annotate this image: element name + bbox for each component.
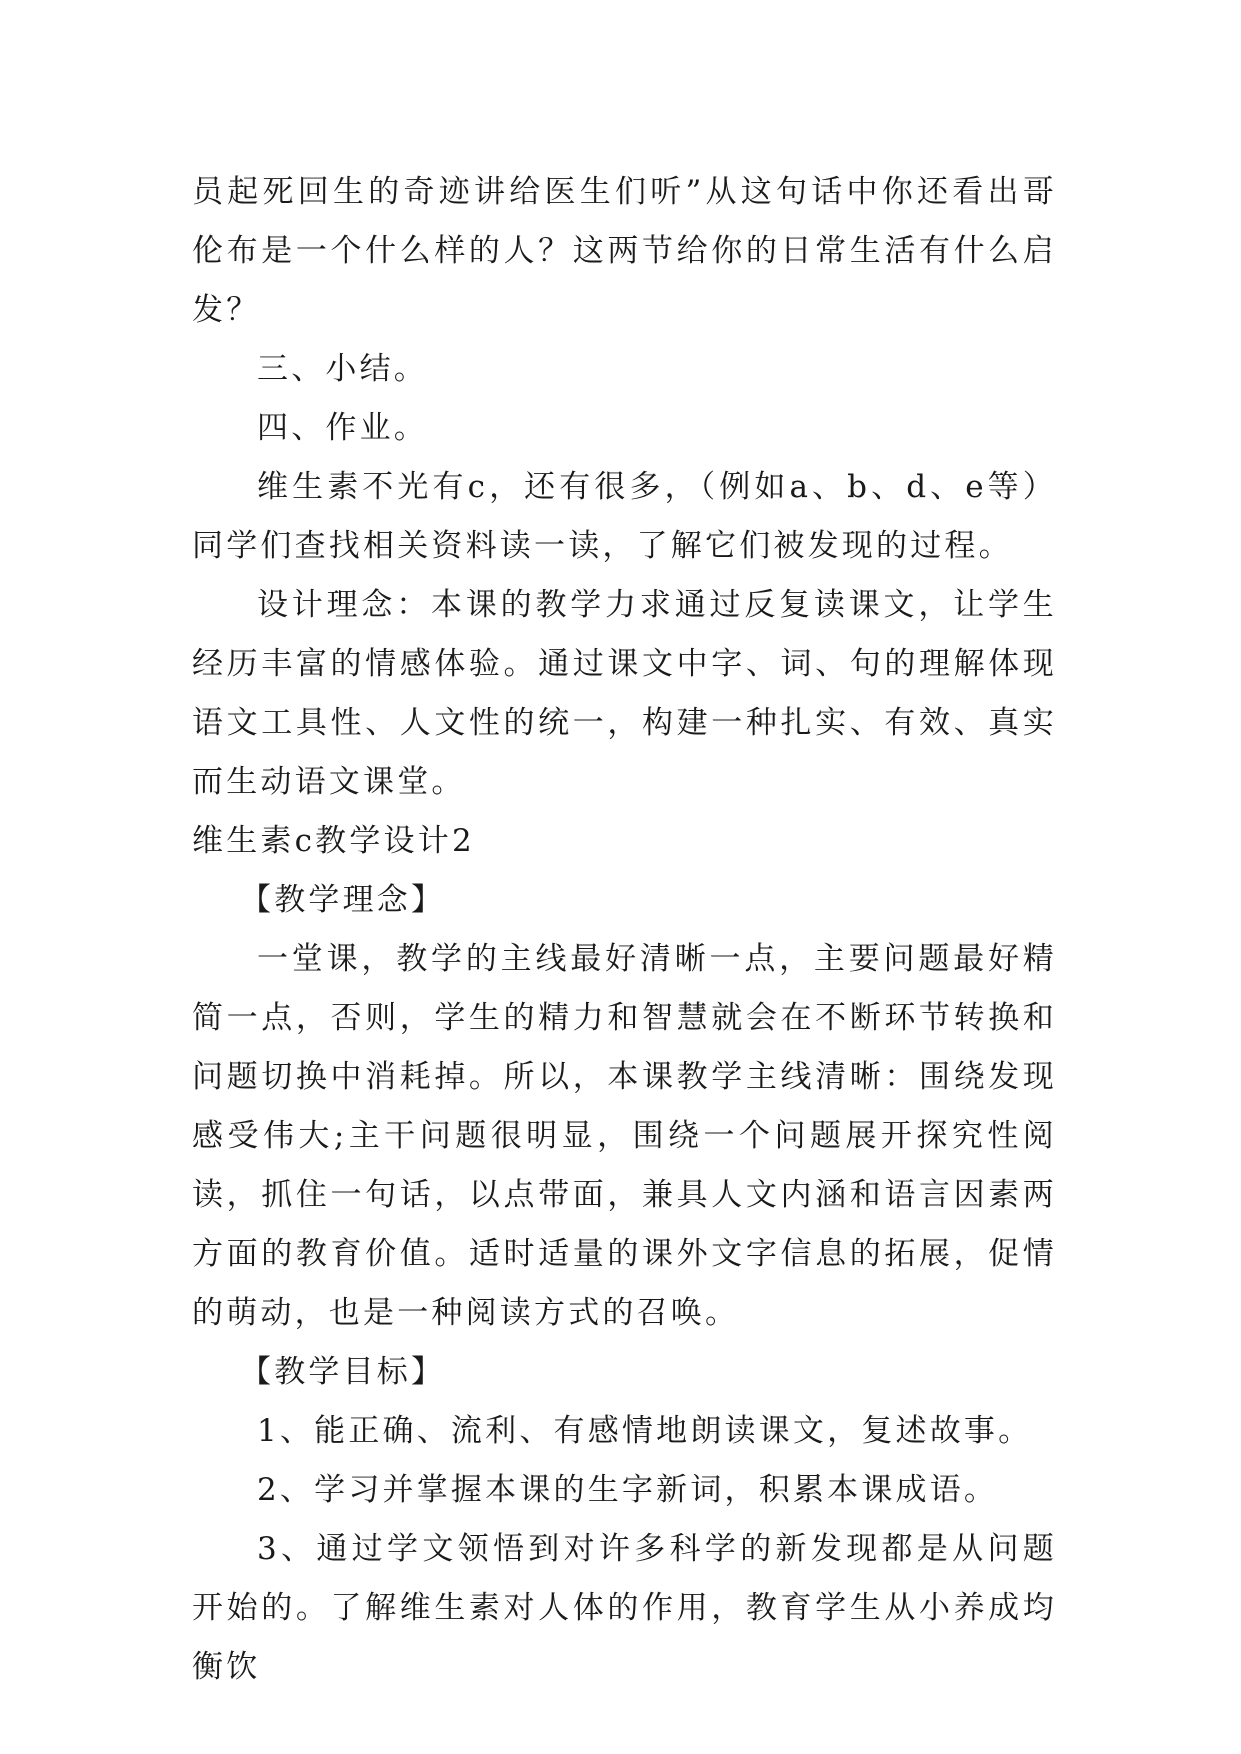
document-body: [192, 163, 1057, 1697]
paragraph-homework-detail: 维生素不光有c，还有很多，（例如a、b、d、e等）同学们查找相关资料读一读，了解它们被发现的过程。: [192, 469, 1057, 564]
goal-item-1: 1、能正确、流利、有感情地朗读课文，复述故事。: [257, 1413, 1033, 1449]
paragraph-design-concept: 设计理念：本课的教学力求通过反复读课文，让学生经历丰富的情感体验。通过课文中字、词、句的理解体现语文工具性、人文性的统一，构建一种扎实、有效、真实而生动语文课堂。: [192, 587, 1057, 800]
section-teaching-goals: 【教学目标】: [240, 1354, 446, 1390]
goal-item-2: 2、学习并掌握本课的生字新词，积累本课成语。: [257, 1472, 999, 1508]
goal-item-3: 3、通过学文领悟到对许多科学的新发现都是从问题开始的。了解维生素对人体的作用，教育学生从小养成均衡饮: [192, 1531, 1057, 1685]
section-summary: 三、小结。: [257, 351, 428, 387]
paragraph-continuation: 员起死回生的奇迹讲给医生们听”从这句话中你还看出哥伦布是一个什么样的人？这两节给你的日常生活有什么启发？: [192, 174, 1057, 328]
section-homework: 四、作业。: [257, 410, 428, 446]
document-heading: 维生素c教学设计2: [192, 823, 475, 859]
section-teaching-concept: 【教学理念】: [240, 882, 446, 918]
paragraph-teaching-concept: 一堂课，教学的主线最好清晰一点，主要问题最好精简一点，否则，学生的精力和智慧就会在不断环节转换和问题切换中消耗掉。所以，本课教学主线清晰：围绕发现感受伟大;主干问题很明显，围绕一个问题展开探究性阅读，抓住一句话，以点带面，兼具人文内涵和语言因素两方面的教育价值。适时适量的课外文字信息的拓展，促情的萌动，也是一种阅读方式的召唤。: [192, 941, 1057, 1331]
